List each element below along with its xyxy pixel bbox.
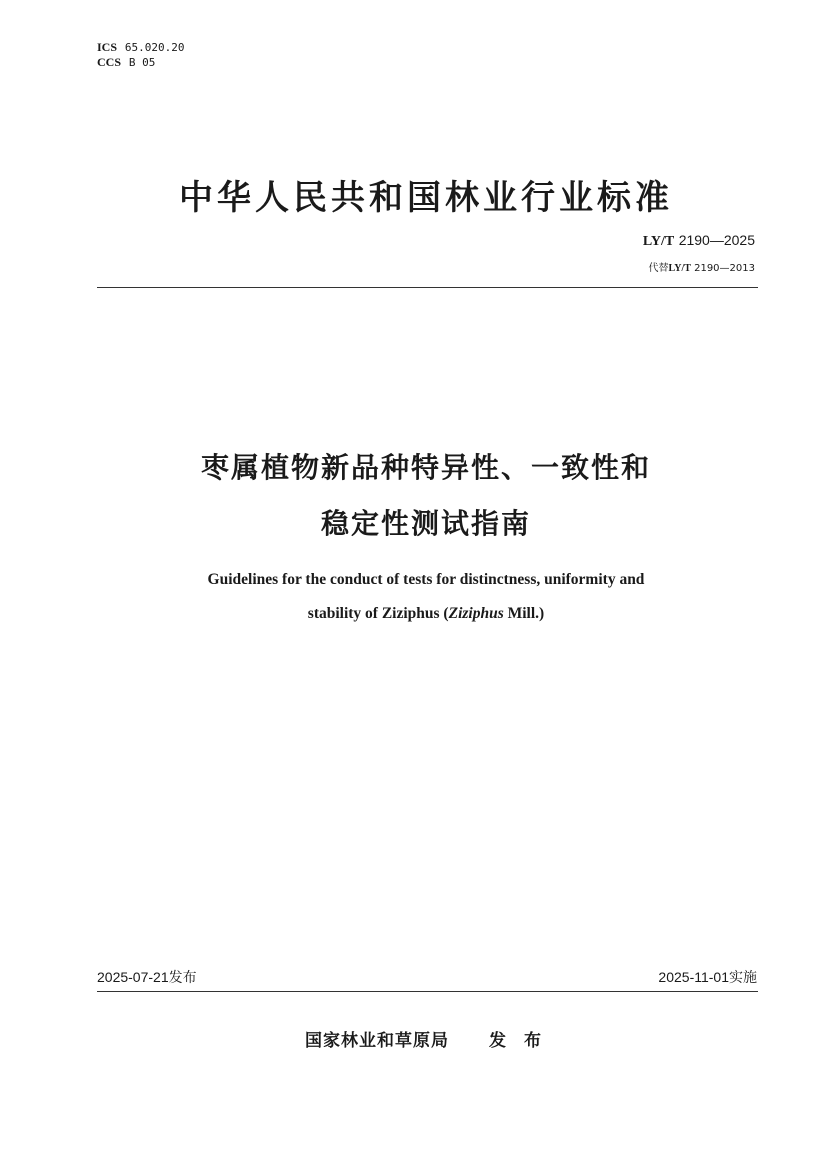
- issue-date-label: 发布: [168, 969, 197, 985]
- effective-date: [658, 967, 757, 987]
- english-title-genus-italic: Ziziphus: [448, 605, 504, 622]
- ccs-label: CCS: [97, 55, 122, 69]
- standard-number: [643, 232, 755, 250]
- chinese-title-line-1: 枣属植物新品种特异性、一致性和: [200, 451, 651, 484]
- replaces-value: 2190—2013: [694, 263, 755, 274]
- issue-date-value: 2025-07-21: [97, 969, 169, 985]
- issuer-name: 国家林业和草原局: [305, 1031, 450, 1051]
- standard-number-prefix: LY/T: [642, 234, 675, 249]
- standard-number-value: 2190—2025: [678, 232, 755, 248]
- standard-category-title: 中华人民共和国林业行业标准: [179, 178, 673, 218]
- effective-date-value: 2025-11-01: [658, 969, 729, 985]
- ccs-value: B 05: [128, 56, 156, 69]
- classification-codes: [97, 40, 184, 70]
- effective-date-label: 实施: [729, 969, 757, 985]
- ics-label: ICS: [97, 40, 118, 54]
- ccs-line: [97, 55, 184, 70]
- english-title-suffix: Mill.): [503, 605, 545, 622]
- issuing-authority: [97, 1026, 755, 1051]
- replaces-label: 代替: [648, 263, 669, 274]
- english-title-line-1: Guidelines for the conduct of tests for distinctness, uniformity and: [207, 571, 645, 588]
- issuer-action: 发 布: [489, 1031, 547, 1051]
- english-title-line-2: [97, 605, 755, 623]
- replaces-standard: [648, 259, 755, 274]
- header-divider: [97, 287, 758, 288]
- footer-divider: [97, 991, 758, 992]
- chinese-title-line-2: 稳定性测试指南: [320, 507, 531, 540]
- issue-date: [97, 967, 197, 987]
- english-title-prefix: stability of Ziziphus (: [307, 605, 449, 622]
- ics-line: [97, 40, 184, 55]
- ics-value: 65.020.20: [124, 41, 185, 54]
- replaces-prefix: LY/T: [668, 263, 691, 274]
